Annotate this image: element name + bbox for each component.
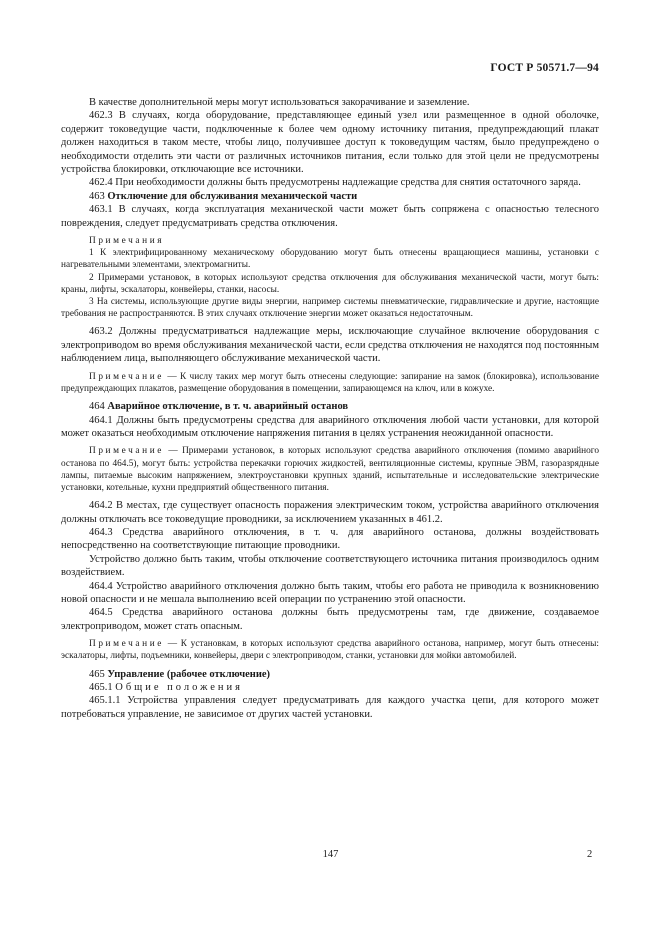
clause-465-1-1: 465.1.1 Устройства управления следует предусматривать для каждого участка цепи, для которого может потребоваться управление, не зависимое от других частей установки.	[61, 695, 599, 720]
section-number: 464	[89, 401, 108, 413]
note-item: 2 Примерами установок, в которых используют средства отключения для обслуживания механической части, могут быть: краны, лифты, эскалаторы, конвейеры, станки, насосы.	[61, 272, 599, 295]
subsection-465-1-heading	[61, 681, 599, 694]
paragraph: В качестве дополнительной меры могут использоваться закорачивание и заземление.	[89, 97, 470, 108]
clause-464-3: 464.3 Средства аварийного отключения, в т. ч. для аварийного останова, должны воздействовать непосредственно на соответствующие питающие проводники.	[61, 526, 599, 552]
section-title: Управление (рабочее отключение)	[107, 668, 271, 680]
standard-header: ГОСТ Р 50571.7—94	[490, 62, 599, 74]
page-number: 147	[322, 849, 339, 860]
clause-463-2: 463.2 Должны предусматриваться надлежащие меры, исключающие случайное включение оборудования с электроприводом во время обслуживания механической части, если средства отключения не находятся под постоянным наблюдением лица, выполняющего обслуживание механической части.	[61, 326, 599, 365]
note-text: — Примерами установок, в которых используют средства аварийного отключения (помимо аварийного останова по 464.5), могут быть: устройства перекачки горючих жидкостей, вентиляционные системы, крупные ЭВМ, газоразрядные лампы, питаемые высоким напряжением, электроустановки крупных зданий, испытательные и исследовательские электрические установки, котельные, кухни предприятий общественного питания.	[61, 446, 599, 493]
notes-title: Примечания	[89, 236, 165, 247]
clause-464-1: 464.1 Должны быть предусмотрены средства для аварийного отключения любой части установки, для которой может оказаться необходимым отключение напряжения питания в целях устранения неожиданной опасности.	[61, 414, 599, 439]
section-number: 465.1	[89, 682, 116, 694]
note-label: Примечание	[89, 371, 164, 382]
clause-462-4: 462.4 При необходимости должны быть предусмотрены надлежащие средства для снятия остаточного заряда.	[89, 177, 581, 189]
note-item: 1 К электрифицированному механическому оборудованию могут быть отнесены вращающиеся машины, установки с нагревательными элементами, электромагниты.	[61, 248, 599, 271]
clause-464-4: 464.4 Устройство аварийного отключения должно быть таким, чтобы его работа не приводила к возникновению новой опасности и не мешала выполнению всей операции по устранению этой опасности.	[61, 580, 599, 605]
section-number: 463	[89, 190, 108, 202]
note-label: Примечание	[89, 446, 164, 457]
section-number: 465	[89, 668, 108, 680]
section-465-heading	[61, 668, 599, 681]
sheet-number: 2	[587, 849, 593, 860]
section-464-heading	[61, 400, 599, 413]
note	[61, 638, 599, 662]
clause-464-5: 464.5 Средства аварийного останова должны быть предусмотрены там, где движение, создаваемое электроприводом, может стать опасным.	[61, 607, 599, 632]
note	[61, 445, 599, 494]
note-label: Примечание	[89, 639, 164, 650]
note-item: 3 На системы, использующие другие виды энергии, например системы пневматические, гидравлические и другие, настоящие требования не распространяются. В этих случаях отключение энергии может оказаться недостаточным.	[61, 297, 599, 320]
section-title: Общие положения	[115, 682, 243, 694]
section-463-heading	[61, 190, 599, 203]
document-page	[61, 62, 599, 721]
section-title: Отключение для обслуживания механической части	[107, 190, 358, 202]
note-text: — К числу таких мер могут быть отнесены следующие: запирание на замок (блокировка), использование предупреждающих плакатов, размещение оборудования в помещении, запирающемся на ключ, или в кожухе.	[61, 371, 599, 394]
note-text: — К установкам, в которых используют средства аварийного останова, например, могут быть отнесены: эскалаторы, лифты, подъемники, конвейеры, двери с электроприводом, станки, установки для мойки автомобилей.	[61, 639, 599, 662]
section-title: Аварийное отключение, в т. ч. аварийный останов	[107, 401, 349, 413]
paragraph: Устройство должно быть таким, чтобы отключение соответствующего источника питания производилось одним воздействием.	[61, 553, 599, 579]
note	[61, 371, 599, 395]
clause-462-3: 462.3 В случаях, когда оборудование, представляющее единый узел или размещенное в одной оболочке, содержит токоведущие части, подключенные к более чем одному источнику питания, предупреждающий плакат должен находиться в таком месте, чтобы лицо, получившее доступ к токоведущим частям, было предупреждено о необходимости отделить эти части от различных источников питания, если только для этой цели не предусмотрены устройства блокировки, отключающие все источники.	[61, 110, 599, 176]
clause-464-2: 464.2 В местах, где существует опасность поражения электрическим током, устройства аварийного отключения должны отключать все токоведущие проводники, за исключением указанных в 461.2.	[61, 500, 599, 525]
clause-463-1: 463.1 В случаях, когда эксплуатация механической части может быть сопряжена с опасностью телесного повреждения, следует предусматривать средства отключения.	[61, 204, 599, 229]
